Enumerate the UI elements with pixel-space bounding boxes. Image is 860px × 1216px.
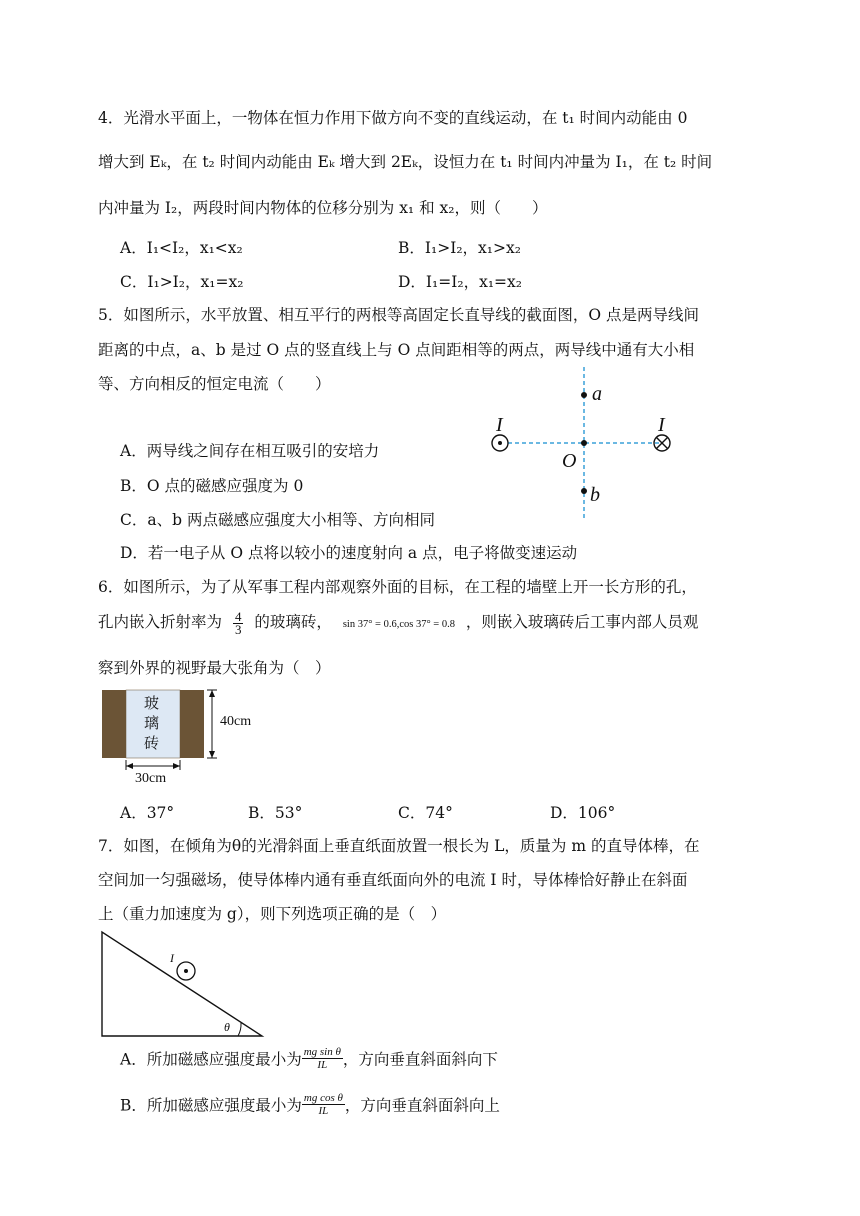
width-label: 30cm [135, 771, 167, 786]
q4-option-b: B．I₁>I₂，x₁>x₂ [398, 239, 521, 257]
q7-line1: 7．如图，在倾角为θ的光滑斜面上垂直纸面放置一根长为 L，质量为 m 的直导体棒，在 [98, 837, 700, 855]
q6-line2-a: 孔内嵌入折射率为 [98, 613, 223, 631]
refractive-index-fraction: $\frac{4}{3}$ [234, 608, 242, 637]
q5-line2: 距离的中点，a、b 是过 O 点的竖直线上与 O 点间距相等的两点，两导线中通有大小相 [98, 341, 695, 359]
q6-option-b: B．53° [248, 804, 303, 822]
q5-option-c: C．a、b 两点磁感应强度大小相等、方向相同 [120, 511, 435, 529]
q4-line2: 增大到 Eₖ，在 t₂ 时间内动能由 Eₖ 增大到 2Eₖ，设恒力在 t₁ 时间内冲量为 I₁，在 t₂ 时间 [98, 153, 713, 171]
label-a: a [592, 383, 602, 405]
q7-label-i: I [170, 951, 174, 965]
q5-line1: 5．如图所示，水平放置、相互平行的两根等高固定长直导线的截面图，O 点是两导线间 [98, 306, 699, 324]
q6-option-a: A．37° [120, 804, 175, 822]
q4-line1: 4．光滑水平面上，一物体在恒力作用下做方向不变的直线运动，在 t₁ 时间内动能由 0 [98, 109, 688, 127]
label-i-right: I [658, 414, 665, 436]
q6-glass-diagram [100, 686, 270, 786]
label-i-left: I [496, 414, 503, 436]
q6-option-c: C．74° [398, 804, 453, 822]
q6-line2 [98, 610, 698, 636]
q7-option-a: A．所加磁感应强度最小为 $\frac{\text{mg sin θ}}{IL}$ ，方向垂直斜面斜向下 [120, 1046, 498, 1071]
q7-incline-diagram [100, 928, 270, 1040]
glass-char-3: 砖 [144, 736, 160, 752]
q6-line2-c: ，则嵌入玻璃砖后工事内部人员观 [465, 613, 699, 631]
label-o: O [562, 450, 577, 472]
q4-option-d: D．I₁=I₂，x₁=x₂ [398, 273, 522, 291]
q4-option-a: A．I₁<I₂，x₁<x₂ [120, 239, 243, 257]
q7-option-a-fraction: $\frac{\text{mg sin θ}}{IL}$ [303, 1046, 341, 1071]
q5-line3: 等、方向相反的恒定电流（ ） [98, 375, 331, 393]
q5-option-b: B．O 点的磁感应强度为 0 [120, 477, 304, 495]
q4-option-c: C．I₁>I₂，x₁=x₂ [120, 273, 244, 291]
glass-char-1: 玻 [144, 696, 160, 712]
height-label: 40cm [220, 714, 252, 729]
q5-wire-diagram [478, 365, 698, 525]
q6-option-d: D．106° [550, 804, 616, 822]
glass-char-2: 璃 [144, 716, 160, 732]
q6-line1: 6．如图所示，为了从军事工程内部观察外面的目标，在工程的墙壁上开一长方形的孔， [98, 578, 697, 596]
q7-line2: 空间加一匀强磁场，使导体棒内通有垂直纸面向外的电流 I 时，导体棒恰好静止在斜面 [98, 871, 688, 889]
q7-line3: 上（重力加速度为 g），则下列选项正确的是（ ） [98, 905, 447, 923]
q7-label-theta: θ [224, 1020, 230, 1034]
q4-line3: 内冲量为 I₂，两段时间内物体的位移分别为 x₁ 和 x₂，则（ ） [98, 199, 548, 217]
q6-trig: sin 37° = 0.6,cos 37° = 0.8 [342, 619, 455, 630]
q5-option-d: D．若一电子从 O 点将以较小的速度射向 a 点，电子将做变速运动 [120, 544, 578, 562]
q6-line3: 察到外界的视野最大张角为（ ） [98, 659, 331, 677]
q5-option-a: A．两导线之间存在相互吸引的安培力 [120, 442, 380, 460]
q7-option-b: B．所加磁感应强度最小为 $\frac{\text{mg cos θ}}{IL}$ ，方向垂直斜面斜向上 [120, 1092, 500, 1117]
label-b: b [590, 484, 600, 506]
q7-option-b-fraction: $\frac{\text{mg cos θ}}{IL}$ [303, 1092, 343, 1117]
q6-line2-b: 的玻璃砖， [254, 613, 332, 631]
